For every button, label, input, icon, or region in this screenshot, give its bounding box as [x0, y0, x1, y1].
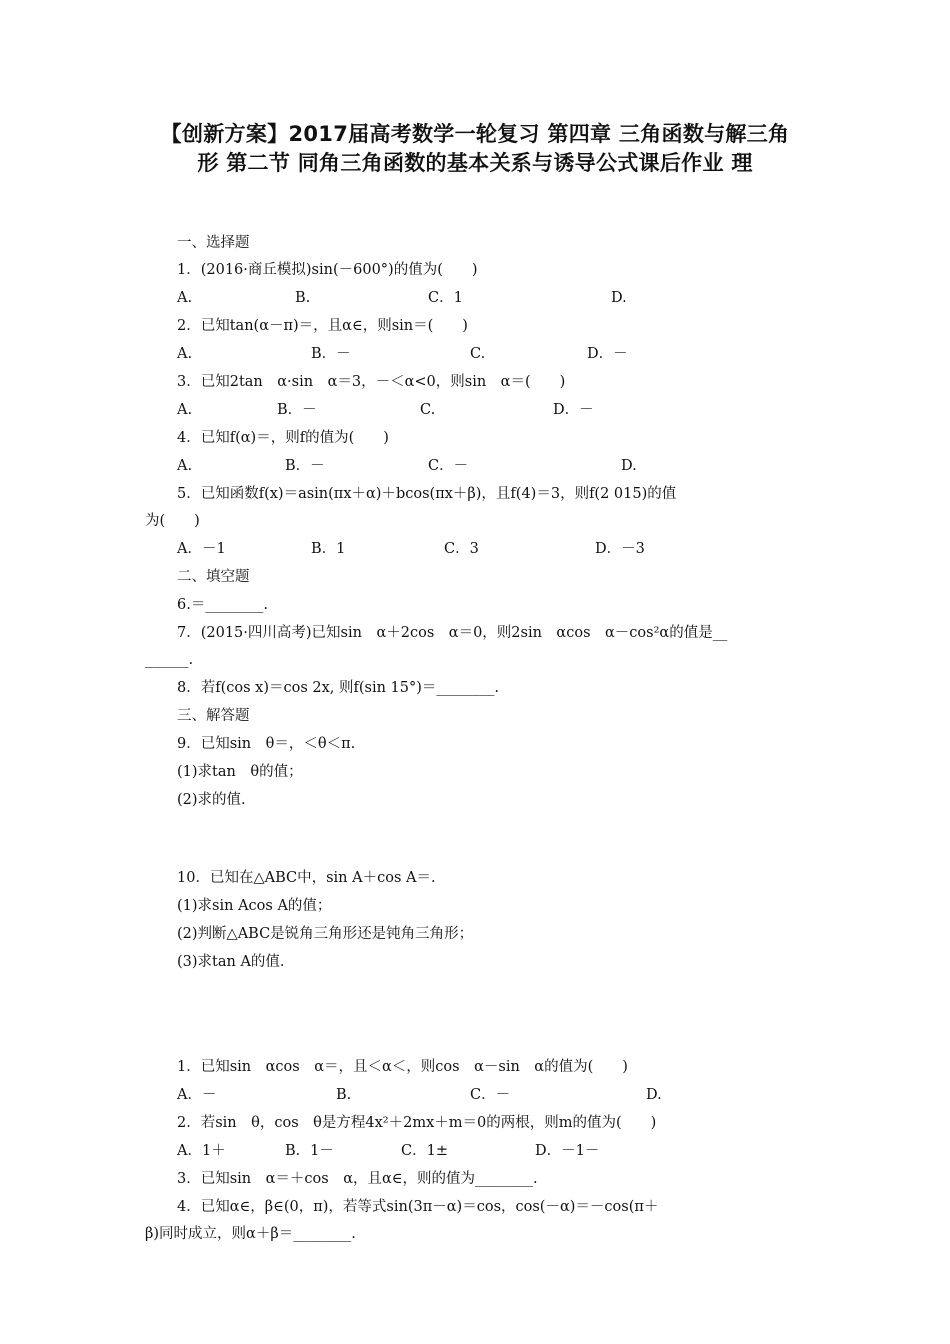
title-line-2: 形 第二节 同角三角函数的基本关系与诱导公式课后作业 理	[197, 151, 753, 175]
extra-question-3: 3．已知sin α＝＋cos α，且α∈，则的值为________.	[177, 1171, 538, 1187]
question-3: 3．已知2tan α·sin α＝3，－＜α<0，则sin α＝( )	[177, 374, 566, 390]
option-b: B．－	[277, 402, 317, 418]
title-line-1: 【创新方案】2017届高考数学一轮复习 第四章 三角函数与解三角	[160, 122, 790, 146]
option-c: C．1	[428, 290, 463, 306]
option-a: A．－1	[177, 541, 226, 557]
question-5-line-2: 为( )	[145, 513, 200, 529]
question-1-options	[177, 288, 657, 308]
option-a: A.	[177, 290, 193, 306]
option-d: D．－	[587, 346, 628, 362]
option-a: A.	[177, 458, 193, 474]
question-4-options	[177, 456, 657, 476]
question-5-options	[177, 539, 657, 559]
option-c: C．－	[470, 1087, 511, 1103]
question-10-part-3: (3)求tan A的值.	[177, 954, 285, 970]
option-c: C．1±	[401, 1143, 448, 1159]
question-9-part-2: (2)求的值.	[177, 792, 246, 808]
option-b: B.	[336, 1087, 352, 1103]
question-10-part-1: (1)求sin Acos A的值；	[177, 898, 332, 914]
question-6: 6.＝________.	[177, 597, 268, 613]
section-heading-solve: 三、解答题	[177, 708, 250, 724]
section-heading-choice: 一、选择题	[177, 235, 250, 251]
option-d: D．－	[553, 402, 594, 418]
question-7-line-2: ______.	[145, 652, 194, 668]
question-2: 2．已知tan(α－π)＝，且α∈，则sin＝( )	[177, 318, 468, 334]
question-4: 4．已知f(α)＝，则f的值为( )	[177, 430, 389, 446]
option-a: A．－	[177, 1087, 217, 1103]
option-b: B．－	[285, 458, 325, 474]
option-b: B．1－	[285, 1143, 334, 1159]
question-5-line-1: 5．已知函数f(x)＝asin(πx＋α)＋bcos(πx＋β)，且f(4)＝3，则f(2 015)的值	[177, 486, 677, 502]
extra-question-2: 2．若sin θ，cos θ是方程4x²＋2mx＋m＝0的两根，则m的值为( )	[177, 1115, 657, 1131]
extra-question-1: 1．已知sin αcos α＝，且＜α＜，则cos α－sin α的值为( )	[177, 1059, 628, 1075]
option-c: C．3	[444, 541, 479, 557]
option-c: C.	[470, 346, 486, 362]
option-d: D．－3	[595, 541, 645, 557]
document-title	[145, 120, 805, 178]
question-2-options	[177, 344, 657, 364]
option-a: A.	[177, 346, 193, 362]
question-10-part-2: (2)判断△ABC是锐角三角形还是钝角三角形；	[177, 926, 474, 942]
section-heading-fill: 二、填空题	[177, 569, 250, 585]
option-c: C.	[420, 402, 436, 418]
option-a: A．1＋	[177, 1143, 226, 1159]
question-9: 9．已知sin θ＝，＜θ＜π.	[177, 736, 356, 752]
option-b: B．－	[311, 346, 351, 362]
option-c: C．－	[428, 458, 469, 474]
option-d: D.	[621, 458, 637, 474]
option-d: D.	[646, 1087, 662, 1103]
question-7-line-1: 7．(2015·四川高考)已知sin α＋2cos α＝0，则2sin αcos α－cos²α的值是__	[177, 625, 728, 641]
option-b: B.	[295, 290, 311, 306]
extra-question-1-options	[177, 1085, 662, 1105]
extra-question-4-line-2: β)同时成立，则α＋β＝________.	[145, 1226, 356, 1242]
option-d: D．－1－	[535, 1143, 600, 1159]
question-1: 1．(2016·商丘模拟)sin(－600°)的值为( )	[177, 262, 478, 278]
option-b: B．1	[311, 541, 346, 557]
extra-question-2-options	[177, 1141, 657, 1161]
option-a: A.	[177, 402, 193, 418]
question-3-options	[177, 400, 657, 420]
question-9-part-1: (1)求tan θ的值；	[177, 764, 303, 780]
question-10: 10．已知在△ABC中，sin A＋cos A＝.	[177, 870, 436, 886]
option-d: D.	[611, 290, 627, 306]
extra-question-4-line-1: 4．已知α∈，β∈(0，π)，若等式sin(3π－α)＝cos，cos(－α)＝－cos(π＋	[177, 1199, 659, 1215]
question-8: 8．若f(cos x)＝cos 2x, 则f(sin 15°)＝________.	[177, 680, 500, 696]
